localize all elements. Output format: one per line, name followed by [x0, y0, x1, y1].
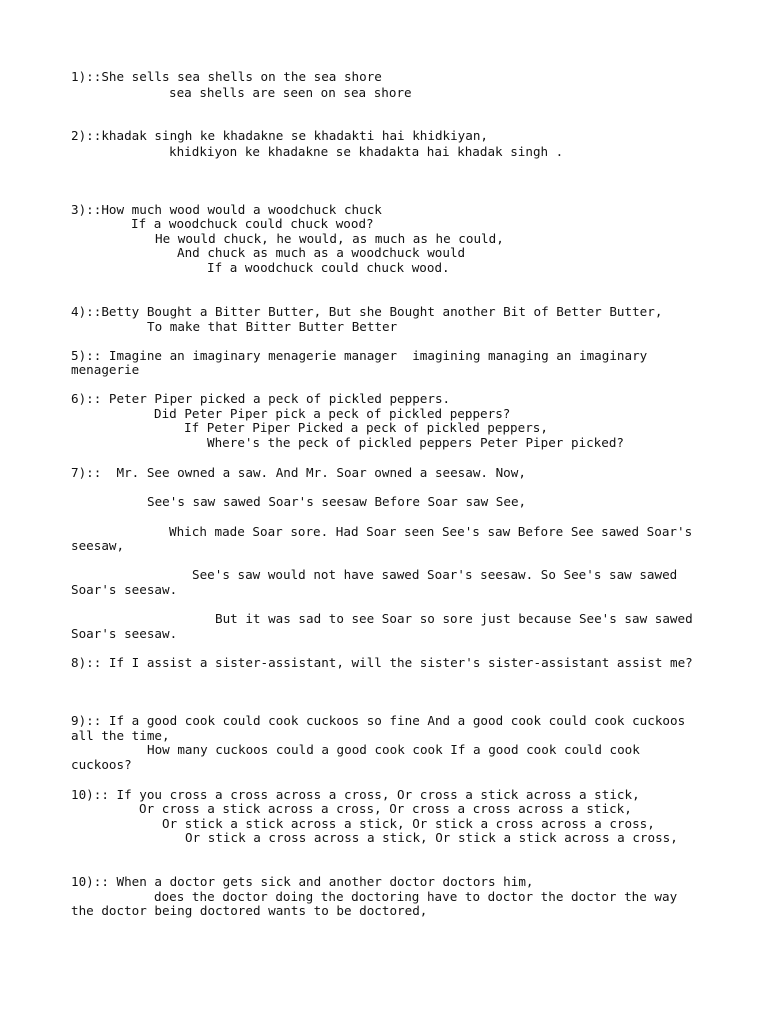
text-line: And chuck as much as a woodchuck would — [177, 245, 466, 260]
text-line: 10):: When a doctor gets sick and another doctor doctors him, — [71, 874, 534, 889]
text-line: 1)::She sells sea shells on the sea shore — [71, 69, 382, 84]
text-line: See's saw sawed Soar's seesaw Before Soar saw See, — [147, 494, 527, 509]
text-line: Soar's seesaw. — [71, 582, 178, 597]
text-line: 4)::Betty Bought a Bitter Butter, But she Bought another Bit of Better Butter, — [71, 304, 663, 319]
text-line: all the time, — [71, 728, 170, 743]
text-line: khidkiyon ke khadakne se khadakta hai khadak singh . — [169, 144, 564, 159]
text-line: See's saw would not have sawed Soar's seesaw. So See's saw sawed — [192, 567, 678, 582]
text-line: menagerie — [71, 362, 140, 377]
text-line: Or stick a stick across a stick, Or stick a cross across a cross, — [162, 816, 655, 831]
text-line: He would chuck, he would, as much as he could, — [155, 231, 504, 246]
text-line: Did Peter Piper pick a peck of pickled peppers? — [154, 406, 511, 421]
text-line: Or cross a stick across a cross, Or cross a cross across a stick, — [139, 801, 632, 816]
text-line: Soar's seesaw. — [71, 626, 178, 641]
text-line: 7):: Mr. See owned a saw. And Mr. Soar owned a seesaw. Now, — [71, 465, 526, 480]
text-line: If a woodchuck could chuck wood. — [207, 260, 450, 275]
text-line: To make that Bitter Butter Better — [147, 319, 398, 334]
text-line: seesaw, — [71, 538, 125, 553]
text-line: 2)::khadak singh ke khadakne se khadakti hai khidkiyan, — [71, 128, 489, 143]
text-line: does the doctor doing the doctoring have to doctor the doctor the way — [154, 889, 678, 904]
text-line: cuckoos? — [71, 757, 132, 772]
text-line: 5):: Imagine an imaginary menagerie manager imagining managing an imaginary — [71, 348, 648, 363]
text-line: If a woodchuck could chuck wood? — [131, 216, 374, 231]
text-line: 6):: Peter Piper picked a peck of pickled peppers. — [71, 391, 451, 406]
text-line: Which made Soar sore. Had Soar seen See's saw Before See sawed Soar's — [169, 524, 693, 539]
text-line: sea shells are seen on sea shore — [169, 85, 412, 100]
text-line: But it was sad to see Soar so sore just because See's saw sawed — [215, 611, 693, 626]
text-line: Where's the peck of pickled peppers Peter Piper picked? — [207, 435, 625, 450]
text-line: the doctor being doctored wants to be doctored, — [71, 903, 428, 918]
text-line: How many cuckoos could a good cook cook If a good cook could cook — [147, 742, 640, 757]
text-line: Or stick a cross across a stick, Or stick a stick across a cross, — [185, 830, 678, 845]
text-line: 9):: If a good cook could cook cuckoos so fine And a good cook could cook cuckoos — [71, 713, 686, 728]
text-line: 10):: If you cross a cross across a cross, Or cross a stick across a stick, — [71, 787, 640, 802]
text-line: If Peter Piper Picked a peck of pickled peppers, — [184, 420, 548, 435]
text-line: 8):: If I assist a sister-assistant, will the sister's sister-assistant assist me? — [71, 655, 693, 670]
text-line: 3)::How much wood would a woodchuck chuck — [71, 202, 382, 217]
